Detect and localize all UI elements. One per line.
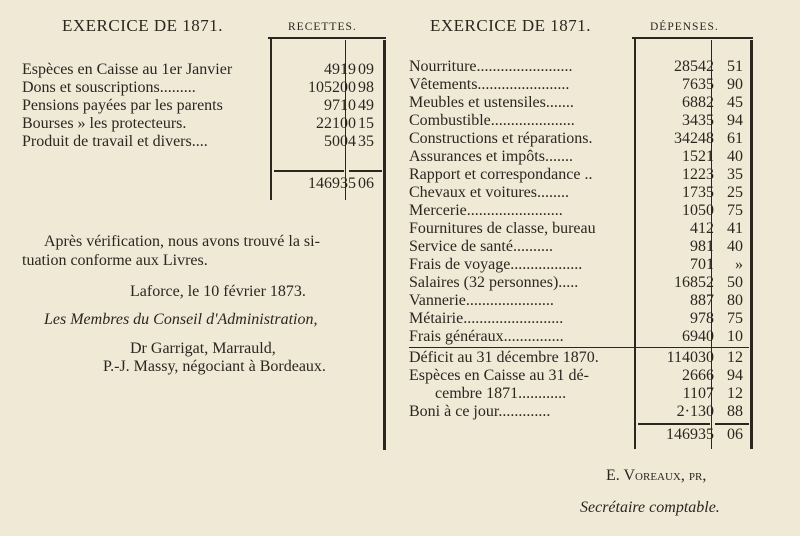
row-label: Assurances et impôts....... (409, 148, 573, 165)
row-cents: 61 (727, 130, 743, 147)
row-label: cembre 1871............ (435, 385, 567, 402)
recettes-total-rule (274, 170, 344, 172)
row-label: Métairie......................... (409, 310, 564, 327)
depenses-row (409, 220, 749, 238)
row-francs: 1107 (682, 385, 714, 402)
row-label: Dons et souscriptions......... (22, 79, 196, 96)
row-cents: 51 (727, 58, 743, 75)
row-francs: 5004 (324, 133, 356, 150)
depenses-total-rule-cents (715, 423, 749, 425)
row-label: Boni à ce jour............. (409, 403, 551, 420)
row-francs: 412 (690, 220, 714, 237)
row-label: Espèces en Caisse au 1er Janvier (22, 61, 233, 78)
row-francs: 981 (690, 238, 714, 255)
row-cents: 40 (727, 238, 743, 255)
depenses-row (409, 274, 749, 292)
depenses-total-row (409, 426, 749, 444)
row-label: Espèces en Caisse au 31 dé- (409, 367, 589, 384)
recettes-row (22, 79, 382, 97)
row-cents: 40 (727, 148, 743, 165)
row-label: Pensions payées par les parents (22, 97, 223, 114)
row-label: Produit de travail et divers.... (22, 133, 208, 150)
place-date: Laforce, le 10 février 1873. (130, 283, 306, 300)
row-cents: 90 (727, 76, 743, 93)
recettes-row (22, 61, 382, 79)
row-francs: 6940 (682, 328, 714, 345)
total-cents: 06 (727, 426, 743, 443)
row-cents: 35 (727, 166, 743, 183)
depenses-right-rule (750, 40, 753, 449)
recettes-right-rule (383, 40, 386, 450)
row-francs: 2·130 (676, 403, 714, 420)
depenses-row (409, 148, 749, 166)
row-label: Déficit au 31 décembre 1870. (409, 349, 599, 366)
row-cents: 10 (727, 328, 743, 345)
row-francs: 1050 (682, 202, 714, 219)
row-francs: 1735 (682, 184, 714, 201)
row-label: Bourses » les protecteurs. (22, 115, 187, 132)
row-label: Combustible..................... (409, 112, 575, 129)
row-label: Chevaux et voitures........ (409, 184, 569, 201)
recettes-top-rule (268, 37, 386, 39)
row-cents: » (735, 256, 743, 273)
row-cents: 49 (358, 97, 374, 114)
row-francs: 1521 (682, 148, 714, 165)
row-cents: 15 (358, 115, 374, 132)
row-francs: 34248 (674, 130, 714, 147)
signatories-line1: Dr Garrigat, Marrauld, (130, 340, 276, 357)
signature-role: Secrétaire comptable. (580, 499, 720, 516)
row-label: Meubles et ustensiles....... (409, 94, 574, 111)
row-francs: 9710 (324, 97, 356, 114)
recettes-row (22, 115, 382, 133)
row-francs: 701 (690, 256, 714, 273)
depenses-row (409, 202, 749, 220)
row-label: Fournitures de classe, bureau (409, 220, 596, 237)
row-francs: 4919 (324, 61, 356, 78)
row-cents: 50 (727, 274, 743, 291)
depenses-row (409, 58, 749, 76)
row-francs: 6882 (682, 94, 714, 111)
depenses-row (409, 112, 749, 130)
recettes-row (22, 133, 382, 151)
signature-name: E. Voreaux, pr, (606, 467, 707, 484)
depenses-top-rule (632, 37, 753, 39)
deficit-row (409, 349, 749, 367)
row-francs: 3435 (682, 112, 714, 129)
row-cents: 12 (727, 349, 743, 366)
row-cents: 41 (727, 220, 743, 237)
row-label: Constructions et réparations. (409, 130, 593, 147)
row-cents: 35 (358, 133, 374, 150)
total-cents: 06 (358, 175, 374, 192)
depenses-subtotal-rule (409, 347, 749, 348)
row-label: Nourriture........................ (409, 58, 573, 75)
row-cents: 12 (727, 385, 743, 402)
row-cents: 45 (727, 94, 743, 111)
members-title: Les Membres du Conseil d'Administration, (44, 311, 318, 328)
row-label: Mercerie........................ (409, 202, 563, 219)
depenses-total-rule (638, 423, 710, 425)
row-cents: 98 (358, 79, 374, 96)
row-label: Vêtements....................... (409, 76, 570, 93)
row-label: Salaires (32 personnes)..... (409, 274, 579, 291)
row-cents: 75 (727, 202, 743, 219)
right-exercise-title: EXERCICE DE 1871. (430, 16, 592, 35)
depenses-row (409, 256, 749, 274)
boni-row (409, 403, 749, 421)
row-francs: 105200 (308, 79, 356, 96)
row-cents: 80 (727, 292, 743, 309)
row-francs: 887 (690, 292, 714, 309)
recettes-total-rule-cents (349, 170, 382, 172)
row-francs: 2666 (682, 367, 714, 384)
recettes-total-row (22, 175, 382, 193)
signatories-line2: P.-J. Massy, négociant à Bordeaux. (103, 358, 326, 375)
row-cents: 75 (727, 310, 743, 327)
total-francs: 146935 (308, 175, 356, 192)
row-label: Frais de voyage.................. (409, 256, 583, 273)
row-francs: 114030 (666, 349, 714, 366)
total-francs: 146935 (666, 426, 714, 443)
row-francs: 1223 (682, 166, 714, 183)
depenses-row (409, 166, 749, 184)
row-label: Rapport et correspondance .. (409, 166, 593, 183)
row-cents: 94 (727, 367, 743, 384)
verification-note-line1: Après vérification, nous avons trouvé la si- (44, 233, 320, 250)
row-francs: 978 (690, 310, 714, 327)
depenses-row (409, 310, 749, 328)
row-cents: 25 (727, 184, 743, 201)
verification-note-line2: tuation conforme aux Livres. (22, 252, 208, 269)
depenses-row (409, 292, 749, 310)
row-cents: 88 (727, 403, 743, 420)
depenses-row (409, 76, 749, 94)
row-cents: 09 (358, 61, 374, 78)
row-francs: 28542 (674, 58, 714, 75)
depenses-row (409, 130, 749, 148)
row-francs: 22100 (316, 115, 356, 132)
row-cents: 94 (727, 112, 743, 129)
right-column-header: DÉPENSES. (650, 21, 719, 33)
row-francs: 7635 (682, 76, 714, 93)
row-label: Vannerie...................... (409, 292, 554, 309)
left-exercise-title: EXERCICE DE 1871. (62, 16, 224, 35)
depenses-row (409, 94, 749, 112)
row-label: Frais généraux............... (409, 328, 564, 345)
especes-row-line1 (409, 367, 749, 385)
depenses-row (409, 328, 749, 346)
especes-row-line2 (409, 385, 749, 403)
left-column-header: RECETTES. (288, 21, 357, 33)
depenses-row (409, 238, 749, 256)
recettes-row (22, 97, 382, 115)
row-label: Service de santé.......... (409, 238, 553, 255)
row-francs: 16852 (674, 274, 714, 291)
depenses-row (409, 184, 749, 202)
